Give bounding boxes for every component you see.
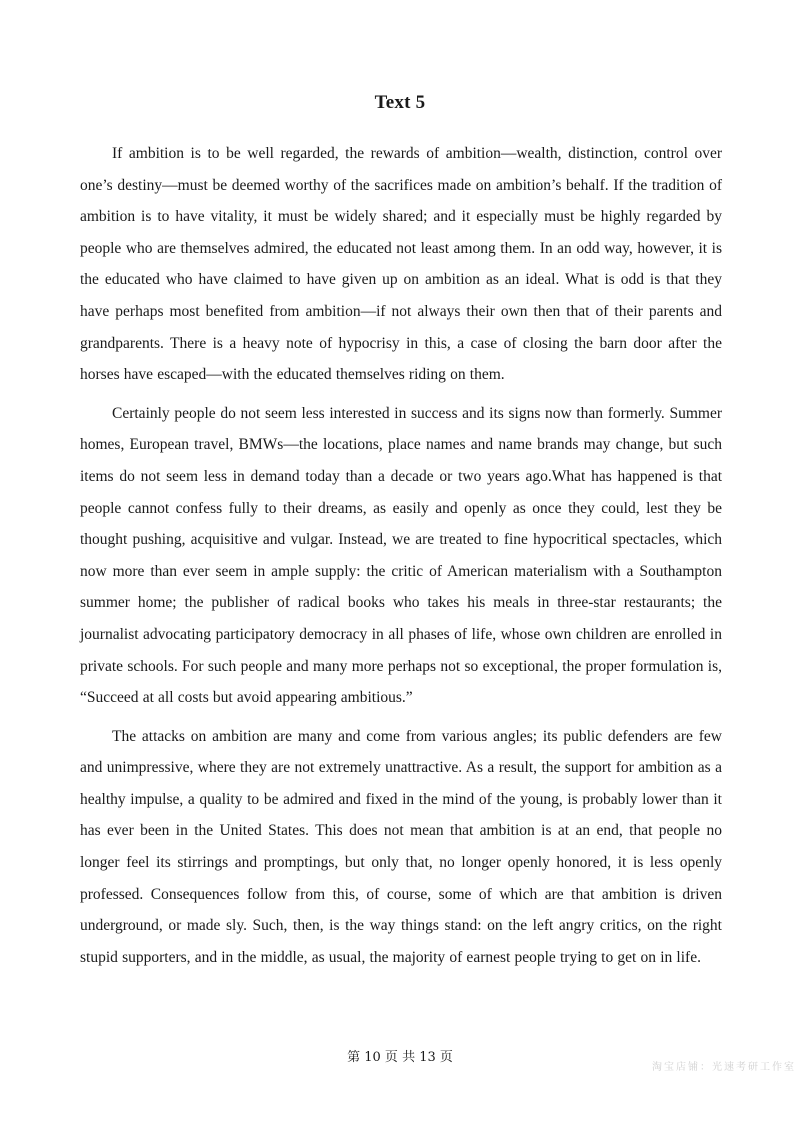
document-title: Text 5 [374,92,426,113]
paragraph-1: If ambition is to be well regarded, the rewards of ambition—wealth, distinction, control over one’s destiny—must be deemed worthy of the sacrifices made on ambition’s behalf. If the tradition of ambition is to have vitality, it must be widely shared; and it especially must be highly regarded by people who are themselves admired, the educated not least among them. In an odd way, however, it is the educated who have claimed to have given up on ambition as an ideal. What is odd is that they have perhaps most benefited from ambition—if not always their own then that of their parents and grandparents. There is a heavy note of hypocrisy in this, a case of closing the barn door after the horses have escaped—with the educated themselves riding on them. [80,145,722,384]
paragraph-2: Certainly people do not seem less interested in success and its signs now than formerly. Summer homes, European travel, BMWs—the locations, place names and name brands may change, but such items do not seem less in demand today than a decade or two years ago.What has happened is that people cannot confess fully to their dreams, as easily and openly as once they could, lest they be thought pushing, acquisitive and vulgar. Instead, we are treated to fine hypocritical spectacles, which now more than ever seem in ample supply: the critic of American materialism with a Southampton summer home; the publisher of radical books who takes his meals in three-star restaurants; the journalist advocating participatory democracy in all phases of life, whose own children are enrolled in private schools. For such people and many more perhaps not so exceptional, the proper formulation is, “Succeed at all costs but avoid appearing ambitious.” [80,404,722,707]
shop-watermark: 淘宝店铺：光速考研工作室 [652,1062,796,1073]
page-number-footer: 第 10 页 共 13 页 [347,1050,453,1065]
document-body [80,138,722,980]
paragraph-3: The attacks on ambition are many and come from various angles; its public defenders are few and unimpressive, where they are not extremely unattractive. As a result, the support for ambition as a healthy impulse, a quality to be admired and fixed in the mind of the young, is probably lower than it has ever been in the United States. This does not mean that ambition is at an end, that people no longer feel its stirrings and promptings, but only that, no longer openly honored, it is less openly professed. Consequences follow from this, of course, some of which are that ambition is driven underground, or made sly. Such, then, is the way things stand: on the left angry critics, on the right stupid supporters, and in the middle, as usual, the majority of earnest people trying to get on in life. [80,727,722,966]
